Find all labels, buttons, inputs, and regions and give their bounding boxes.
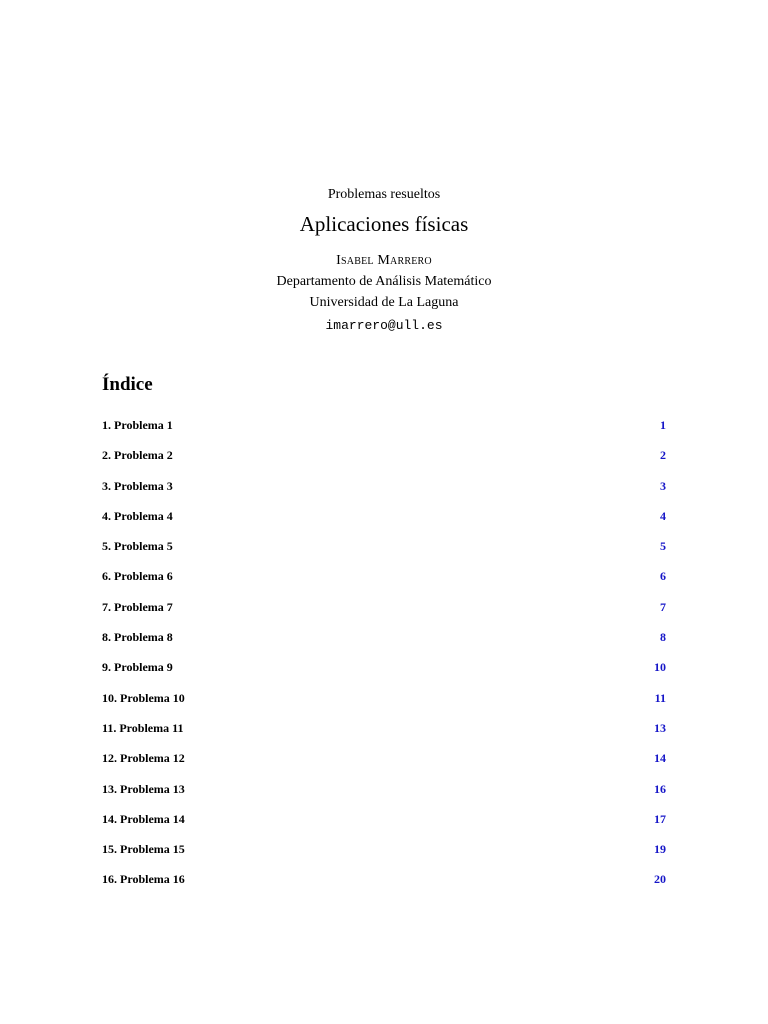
toc-entry-label[interactable]: 7. Problema 7	[102, 599, 173, 614]
toc-entry-label[interactable]: 11. Problema 11	[102, 720, 184, 735]
toc-entry-label[interactable]: 14. Problema 14	[102, 811, 185, 826]
document-title: Aplicaciones físicas	[299, 212, 469, 236]
toc-entry-page-link[interactable]: 1	[660, 418, 666, 432]
toc-entry	[102, 779, 666, 809]
toc-entry	[102, 627, 666, 657]
toc-entry-page-link[interactable]: 3	[660, 478, 666, 493]
toc-entry	[102, 506, 666, 536]
toc-entry-label[interactable]: 2. Problema 2	[102, 448, 173, 463]
author-department: Departamento de Análisis Matemático	[276, 274, 492, 289]
toc-entry	[102, 566, 666, 596]
toc-entry	[102, 597, 666, 627]
toc-entry	[102, 839, 666, 869]
toc-entry-page-link[interactable]: 8	[660, 630, 666, 645]
toc-entry-page-link[interactable]: 14	[654, 751, 666, 766]
table-of-contents	[102, 415, 666, 900]
author-name: Isabel Marrero	[336, 253, 432, 268]
toc-entry-page-link[interactable]: 6	[660, 569, 666, 584]
toc-entry-label[interactable]: 9. Problema 9	[102, 660, 173, 675]
toc-heading: Índice	[102, 374, 153, 395]
toc-entry	[102, 536, 666, 566]
toc-entry-page-link[interactable]: 5	[660, 539, 666, 554]
toc-entry-label[interactable]: 16. Problema 16	[102, 872, 185, 887]
toc-entry-label[interactable]: 6. Problema 6	[102, 569, 173, 584]
toc-entry-label[interactable]: 10. Problema 10	[102, 690, 185, 705]
title-block	[0, 186, 768, 336]
toc-entry-page-link[interactable]: 7	[660, 599, 666, 614]
toc-entry	[102, 688, 666, 718]
author-block	[0, 250, 768, 336]
toc-entry-page-link[interactable]: 11	[654, 690, 666, 705]
toc-entry-label[interactable]: 5. Problema 5	[102, 539, 173, 554]
toc-entry	[102, 445, 666, 475]
toc-entry	[102, 869, 666, 899]
toc-entry-page-link[interactable]: 16	[654, 781, 666, 796]
author-email: imarrero@ull.es	[325, 318, 443, 333]
toc-entry-label[interactable]: 1. Problema 1	[102, 418, 173, 432]
author-university: Universidad de La Laguna	[309, 295, 459, 310]
toc-entry-page-link[interactable]: 19	[654, 842, 666, 857]
toc-entry-page-link[interactable]: 2	[660, 448, 666, 463]
toc-entry	[102, 718, 666, 748]
toc-entry-label[interactable]: 4. Problema 4	[102, 508, 173, 523]
toc-entry-page-link[interactable]: 4	[660, 508, 666, 523]
toc-entry	[102, 415, 666, 445]
toc-entry	[102, 657, 666, 687]
toc-entry-page-link[interactable]: 10	[654, 660, 666, 675]
toc-entry-page-link[interactable]: 17	[654, 811, 666, 826]
toc-entry	[102, 809, 666, 839]
toc-entry-label[interactable]: 12. Problema 12	[102, 751, 185, 766]
toc-entry-label[interactable]: 15. Problema 15	[102, 842, 185, 857]
toc-entry-label[interactable]: 8. Problema 8	[102, 630, 173, 645]
toc-entry-label[interactable]: 3. Problema 3	[102, 478, 173, 493]
toc-entry-label[interactable]: 13. Problema 13	[102, 781, 185, 796]
toc-entry	[102, 476, 666, 506]
document-subtitle: Problemas resueltos	[327, 187, 441, 202]
toc-entry-page-link[interactable]: 20	[654, 872, 666, 887]
toc-entry	[102, 748, 666, 778]
toc-entry-page-link[interactable]: 13	[654, 720, 666, 735]
